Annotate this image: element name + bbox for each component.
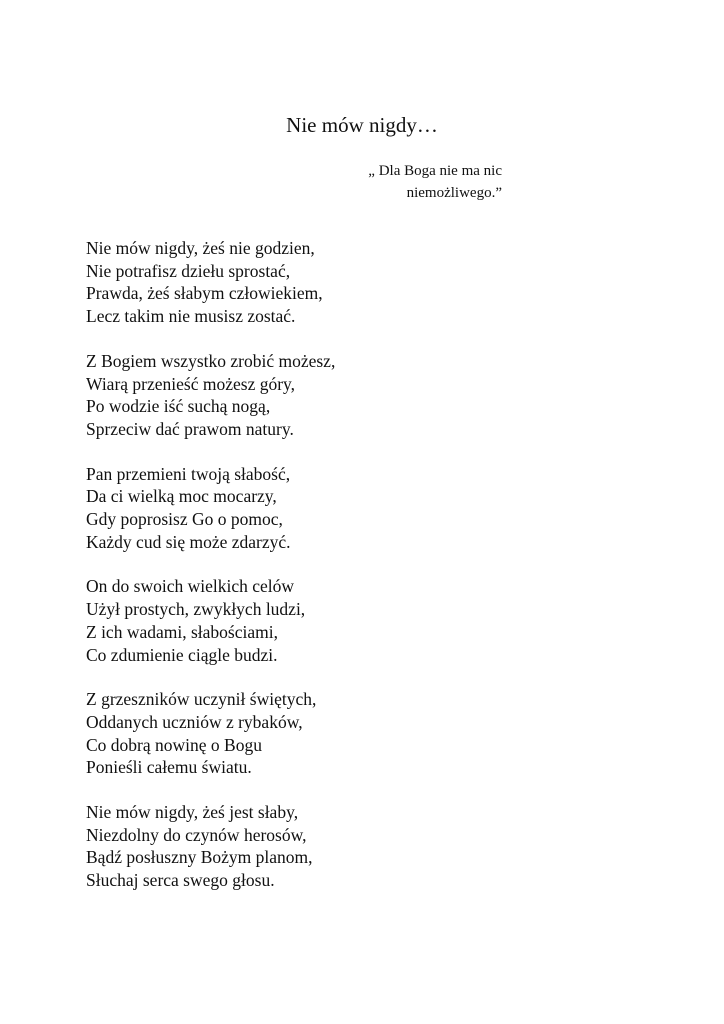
poem-line: Prawda, żeś słabym człowiekiem, xyxy=(86,283,323,304)
stanza-6 xyxy=(86,801,646,892)
stanza-5 xyxy=(86,688,646,779)
stanza-4 xyxy=(86,575,646,666)
poem-line: Co zdumienie ciągle budzi. xyxy=(86,644,278,665)
poem-line: On do swoich wielkich celów xyxy=(86,576,295,597)
poem-line: Oddanych uczniów z rybaków, xyxy=(86,711,303,732)
poem-line: Nie mów nigdy, żeś nie godzien, xyxy=(86,238,315,258)
stanza-1 xyxy=(86,237,646,328)
poem-line: Niezdolny do czynów herosów, xyxy=(86,824,307,845)
poem-line: Da ci wielką moc mocarzy, xyxy=(86,486,277,507)
poem-line: Pan przemieni twoją słabość, xyxy=(86,463,291,484)
epigraph-line-1: „ Dla Boga nie ma nic xyxy=(368,163,502,179)
poem-line: Z Bogiem wszystko zrobić możesz, xyxy=(86,350,336,371)
poem-line: Każdy cud się może zdarzyć. xyxy=(86,531,291,552)
poem-line: Bądź posłuszny Bożym planom, xyxy=(86,847,313,868)
stanza-2 xyxy=(86,350,646,441)
poem-line: Po wodzie iść suchą nogą, xyxy=(86,396,271,417)
poem-line: Z ich wadami, słabościami, xyxy=(86,621,278,642)
poem-line: Użył prostych, zwykłych ludzi, xyxy=(86,599,306,620)
poem-line: Nie mów nigdy, żeś jest słaby, xyxy=(86,802,299,823)
epigraph-line-2: niemożliwego.” xyxy=(406,185,502,201)
poem-line: Wiarą przenieść możesz góry, xyxy=(86,373,296,394)
epigraph xyxy=(368,160,502,204)
poem-line: Lecz takim nie musisz zostać. xyxy=(86,306,296,327)
poem-line: Słuchaj serca swego głosu. xyxy=(86,870,275,891)
poem-line: Gdy poprosisz Go o pomoc, xyxy=(86,509,283,530)
stanza-3 xyxy=(86,463,646,554)
poem-line: Ponieśli całemu światu. xyxy=(86,757,252,778)
poem-line: Sprzeciw dać prawom natury. xyxy=(86,418,294,439)
poem-title: Nie mów nigdy… xyxy=(286,113,438,137)
poem-line: Z grzeszników uczynił świętych, xyxy=(86,689,317,710)
poem-line: Nie potrafisz dziełu sprostać, xyxy=(86,260,291,281)
poem-line: Co dobrą nowinę o Bogu xyxy=(86,734,262,755)
poem-body xyxy=(86,237,646,914)
